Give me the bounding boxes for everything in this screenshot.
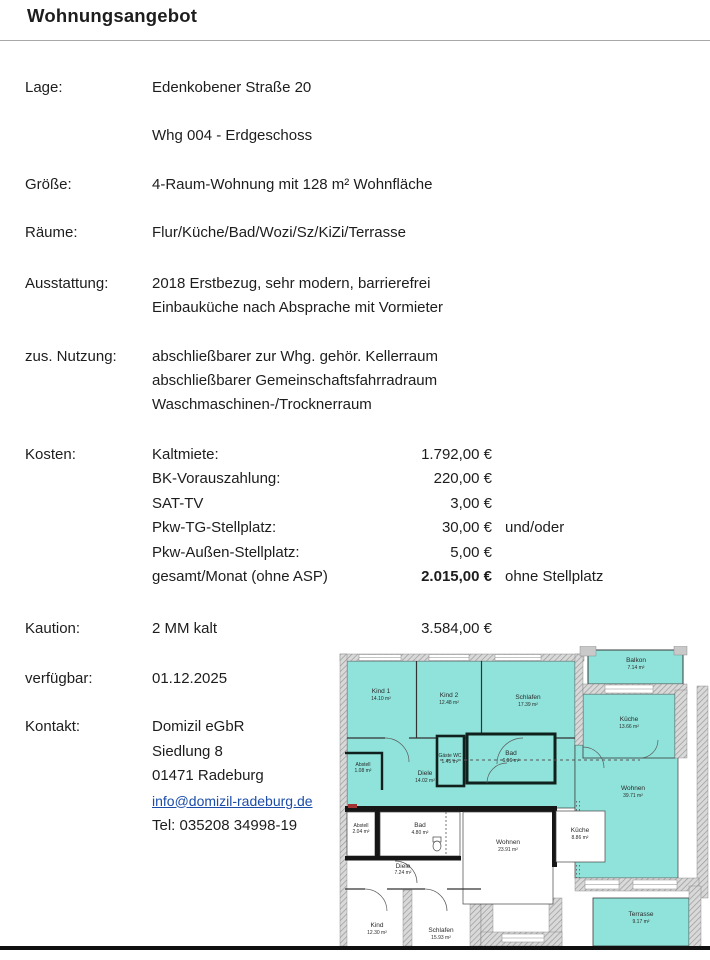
- field-label-raeume: Räume:: [25, 224, 78, 241]
- cost-amount: 5,00 €: [450, 543, 492, 561]
- field-label-kosten: Kosten:: [25, 446, 76, 463]
- floor-plan-svg: [337, 646, 710, 948]
- neighbor-wall-2: [345, 856, 461, 861]
- room-area-n-abstell: 2.04 m²: [352, 829, 370, 835]
- room-label-kueche: Küche: [619, 716, 639, 723]
- nutzung-line-2: abschließbarer Gemeinschaftsfahrradraum: [152, 372, 438, 389]
- floor-plan-image: [337, 646, 710, 948]
- room-label-n-diele: Diele: [395, 863, 411, 870]
- field-row-ausstattung: [25, 272, 706, 320]
- field-value-groesse: 4-Raum-Wohnung mit 128 m² Wohnfläche: [152, 176, 433, 193]
- cost-name: BK-Vorauszahlung:: [152, 470, 281, 488]
- red-marker: [348, 804, 357, 808]
- neighbor-wall: [375, 812, 380, 856]
- field-label-kaution: Kaution:: [25, 620, 81, 637]
- room-label-n-abstell: Abstell: [353, 823, 369, 829]
- cost-name: Kaltmiete:: [152, 446, 219, 463]
- room-label-n-kind: Kind: [370, 922, 384, 929]
- cost-amount: 220,00 €: [433, 470, 492, 488]
- room-label-kind2: Kind 2: [439, 692, 459, 699]
- field-value-lage: Edenkobener Straße 20: [152, 79, 312, 96]
- verfuegbar-value: 01.12.2025: [152, 670, 228, 687]
- field-row-nutzung: [25, 345, 706, 417]
- room-label-diele: Diele: [417, 770, 433, 777]
- cost-row-tg-stellplatz: [152, 516, 706, 540]
- room-area-n-schlafen: 15.93 m²: [431, 935, 451, 941]
- room-area-gaeste-wc: 1.45 m²: [441, 759, 459, 765]
- room-area-terrasse: 9.17 m²: [632, 919, 650, 925]
- cost-amount: 30,00 €: [441, 519, 492, 537]
- ausstattung-line-1: 2018 Erstbezug, sehr modern, barrierefrei: [152, 275, 431, 292]
- room-label-bad: Bad: [505, 750, 517, 757]
- room-area-wohnen: 39.71 m²: [623, 793, 643, 799]
- room-label-n-wohnen: Wohnen: [495, 839, 521, 846]
- kontakt-email-link[interactable]: info@domizil-radeburg.de: [152, 792, 313, 809]
- room-label-n-kueche: Küche: [570, 827, 590, 834]
- room-label-n-schlafen: Schlafen: [428, 927, 454, 934]
- field-label-verfuegbar: verfügbar:: [25, 670, 93, 687]
- field-value-nutzung: [152, 345, 706, 417]
- room-label-gaeste-wc: Gäste WC: [438, 753, 462, 759]
- field-label-ausstattung: Ausstattung:: [25, 275, 109, 292]
- cost-name: SAT-TV: [152, 494, 204, 512]
- neighbor-wohnen: [463, 812, 553, 904]
- kaution-value: 2 MM kalt: [152, 620, 218, 637]
- cost-suffix: und/oder: [505, 519, 565, 537]
- room-label-terrasse: Terrasse: [628, 911, 654, 918]
- field-label-kontakt: Kontakt:: [25, 718, 81, 735]
- page-bottom-border: [0, 946, 710, 950]
- wc-icon: [433, 837, 441, 851]
- room-area-balkon: 7.14 m²: [627, 665, 645, 671]
- cost-suffix: ohne Stellplatz: [505, 568, 604, 586]
- cost-name: gesamt/Monat (ohne ASP): [152, 568, 328, 586]
- room-area-kueche: 13.66 m²: [619, 724, 639, 730]
- cost-name: Pkw-Außen-Stellplatz:: [152, 543, 300, 561]
- cost-row-bk: [152, 467, 706, 491]
- nutzung-line-1: abschließbarer zur Whg. gehör. Kellerraum: [152, 348, 438, 365]
- field-row-raeume: [25, 221, 706, 245]
- kontakt-phone: Tel: 035208 34998-19: [152, 817, 298, 834]
- cost-row-kaltmiete: [152, 443, 706, 467]
- cost-amount-total: 2.015,00 €: [421, 568, 492, 586]
- cost-amount: 1.792,00 €: [421, 446, 492, 463]
- room-label-n-bad: Bad: [414, 822, 426, 829]
- field-label-empty: [25, 124, 152, 148]
- cost-name: Pkw-TG-Stellplatz:: [152, 519, 277, 537]
- field-row-lage: [25, 76, 706, 100]
- room-area-schlafen: 17.39 m²: [518, 702, 538, 708]
- room-area-kind2: 12.48 m²: [439, 700, 459, 706]
- kontakt-city: 01471 Radeburg: [152, 767, 264, 784]
- kaution-amount: 3.584,00 €: [421, 620, 492, 637]
- neighbor-top-wall: [345, 806, 557, 812]
- room-area-diele: 14.02 m²: [415, 778, 435, 784]
- page-title: Wohnungsangebot: [27, 5, 198, 26]
- title-divider: [0, 40, 710, 41]
- field-value-raeume: Flur/Küche/Bad/Wozi/Sz/KiZi/Terrasse: [152, 224, 406, 241]
- field-value-ausstattung: [152, 272, 706, 320]
- cost-amount: 3,00 €: [450, 494, 492, 512]
- room-label-balkon: Balkon: [626, 657, 646, 664]
- kontakt-company: Domizil eGbR: [152, 718, 245, 735]
- room-area-n-diele: 7.24 m²: [394, 870, 412, 876]
- room-area-n-kueche: 8.86 m²: [571, 835, 589, 841]
- field-value-whg: Whg 004 - Erdgeschoss: [152, 127, 313, 144]
- kaution-value-group: [152, 617, 706, 641]
- cost-row-gesamt: [152, 565, 706, 589]
- room-label-kind1: Kind 1: [371, 688, 391, 695]
- room-area-kind1: 14.10 m²: [371, 696, 391, 702]
- field-label-groesse: Größe:: [25, 176, 72, 193]
- field-row-groesse: [25, 173, 706, 197]
- field-label-nutzung: zus. Nutzung:: [25, 348, 117, 365]
- room-area-n-wohnen: 23.91 m²: [498, 847, 518, 853]
- kontakt-street: Siedlung 8: [152, 742, 223, 760]
- room-area-abstell: 1.08 m²: [354, 768, 372, 774]
- field-row-kosten: [25, 443, 706, 589]
- room-label-schlafen: Schlafen: [515, 694, 541, 701]
- room-area-bad: 6.96 m²: [502, 758, 520, 764]
- cost-table: [152, 443, 706, 589]
- nutzung-line-3: Waschmaschinen-/Trocknerraum: [152, 396, 372, 413]
- field-row-kaution: [25, 617, 706, 641]
- room-area-n-kind: 12.30 m²: [367, 930, 387, 936]
- cost-row-aussen-stellplatz: [152, 541, 706, 565]
- ausstattung-line-2: Einbauküche nach Absprache mit Vormieter: [152, 299, 443, 316]
- field-row-whg: [25, 124, 706, 148]
- room-label-wohnen: Wohnen: [620, 785, 646, 792]
- cost-row-sattv: [152, 492, 706, 516]
- room-label-abstell: Abstell: [355, 762, 371, 768]
- room-area-n-bad: 4.80 m²: [411, 830, 429, 836]
- field-label-lage: Lage:: [25, 79, 63, 96]
